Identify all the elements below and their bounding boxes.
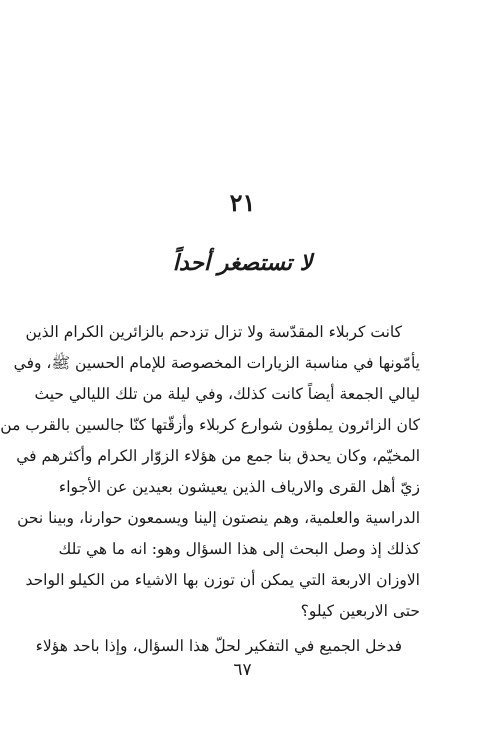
text-line: زيّ أهل القرى والارياف الذين يعيشون بعيدين عن الأجواء	[58, 478, 420, 496]
text-line: المخيّم، وكان يحدق بنا جمع من هؤلاء الزوّار الكرام وأكثرهم في	[16, 447, 420, 465]
text-line: فدخل الجميع في التفكير لحلّ هذا السؤال، وإذا باحد هؤلاء	[35, 637, 402, 655]
text-line: كان الزائرون يملؤون شوارع كربلاء وأزقّتها كنّا جالسين بالقرب من	[0, 416, 420, 434]
book-page	[2, 0, 483, 740]
text-line: حتى الاربعين كيلو؟	[300, 602, 420, 620]
body-text	[0, 317, 420, 662]
text-line: ليالي الجمعة أيضاً كانت كذلك، وفي ليلة من تلك الليالي حيث	[34, 385, 420, 403]
text-line: يأمّونها في مناسبة الزيارات المخصوصة للإمام الحسين ﷺ، وفي	[13, 354, 420, 372]
text-line: الدراسية والعلمية، وهم ينصتون إلينا ويسمعون حوارنا، وبينا نحن	[17, 509, 420, 527]
chapter-number: ٢١	[229, 188, 256, 217]
text-line: كانت كربلاء المقدّسة ولا تزال تزدحم بالزائرين الكرام الذين	[25, 323, 402, 341]
chapter-title: لا تستصغر أحداً	[172, 250, 313, 276]
text-line: كذلك إذ وصل البحث إلى هذا السؤال وهو: انه ما هي تلك	[58, 540, 420, 558]
page-number: ٦٧	[233, 660, 252, 680]
text-line: الاوزان الاربعة التي يمكن أن توزن بها الاشياء من الكيلو الواحد	[25, 571, 420, 589]
